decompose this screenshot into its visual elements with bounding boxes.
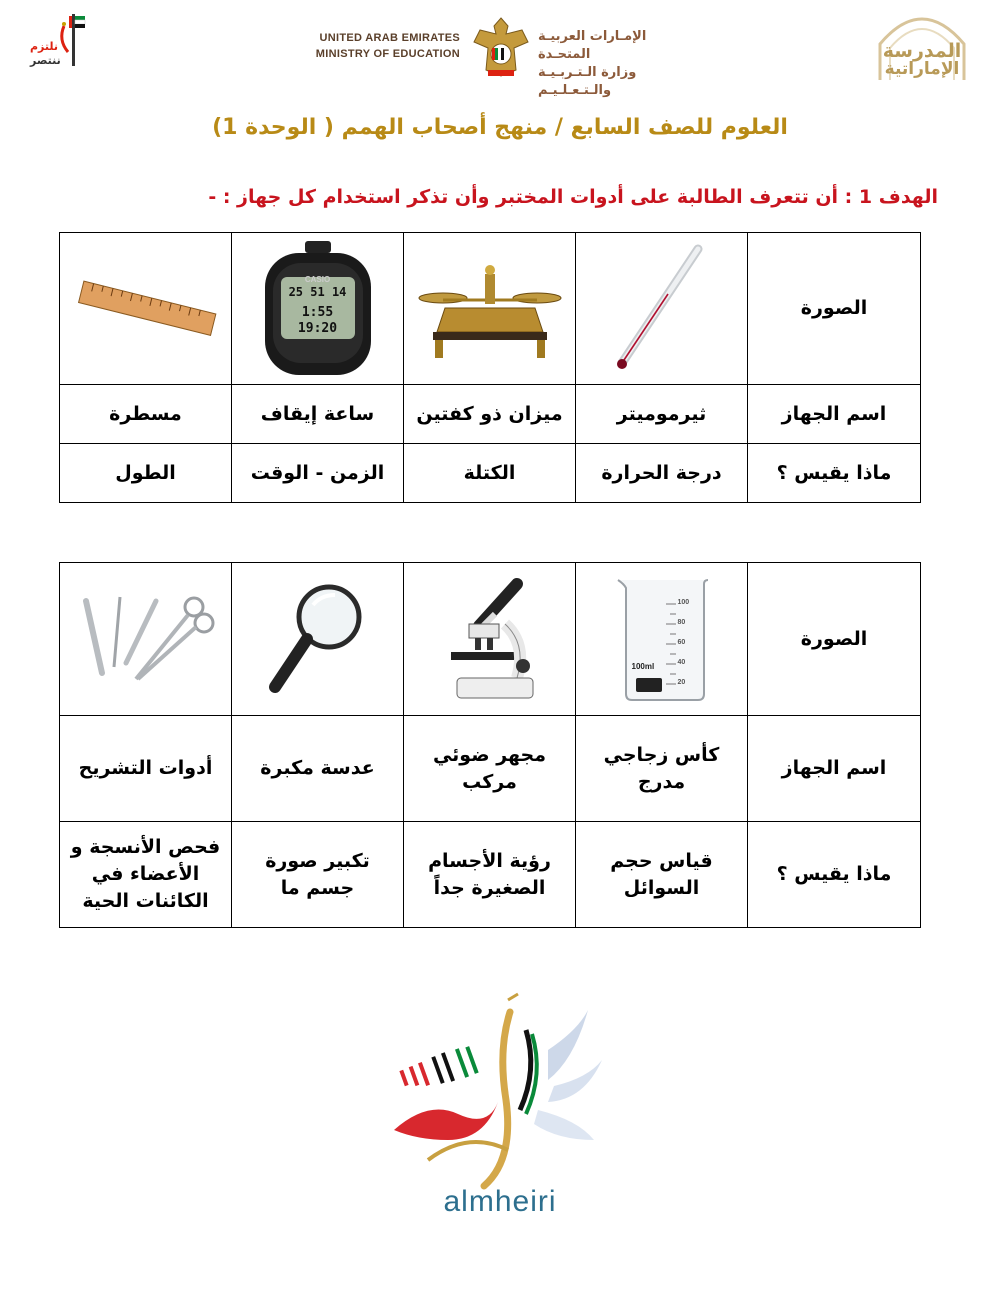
microscope-icon [435,574,545,704]
measure-cell: الطول [60,444,232,503]
table-row-images [60,233,921,385]
beaker-mark-20: 20 [677,679,686,686]
beaker-mark-80: 80 [677,619,686,626]
beaker-volume-label: 100ml [631,662,655,671]
magnifier-image-cell [232,563,404,716]
school-logo [872,4,972,82]
row-label-measure: ماذا يقيس ؟ [748,444,921,503]
brand-name: almheiri [443,1185,557,1218]
table-row-measures [60,444,921,503]
measure-cell: الزمن - الوقت [232,444,404,503]
page-title: العلوم للصف السابع / منهج أصحاب الهمم ( الوحدة 1) [212,115,788,140]
dissection-tools-icon [76,589,216,689]
row-label-image: الصورة [748,563,921,716]
name-cell: كأس زجاجي مدرج [576,716,748,822]
row-label-name: اسم الجهاز [748,716,921,822]
almheiri-logo [388,990,612,1220]
beaker-image-cell [576,563,748,716]
stopwatch-display-bottom: 1:55 19:20 [297,304,338,336]
balance-image-cell [404,233,576,385]
beaker-icon [612,574,712,704]
ministry-en-line1: UNITED ARAB EMIRATES [319,32,460,44]
balance-scale-icon [415,254,565,364]
calligraphy-logo-icon [388,990,612,1190]
name-cell: مسطرة [60,385,232,444]
stopwatch [259,239,377,379]
school-logo-line1: المدرسة [882,40,962,62]
beaker-mark-40: 40 [677,659,686,666]
magnifying-glass-icon [263,579,373,699]
name-cell: عدسة مكبرة [232,716,404,822]
name-cell: ساعة إيقاف [232,385,404,444]
ruler-image-cell [60,233,232,385]
measure-cell: رؤية الأجسام الصغيرة جداً [404,822,576,928]
ministry-ar-line2: وزارة الـتـربـيـة والـتـعـلـيـم [538,65,637,98]
left-logo [28,12,88,72]
measure-cell: الكتلة [404,444,576,503]
row-label-image: الصورة [748,233,921,385]
dissection-image-cell [60,563,232,716]
school-logo-line2: الإماراتية [884,59,960,79]
table-row-measures [60,822,921,928]
name-cell: أدوات التشريح [60,716,232,822]
stopwatch-brand: CASIO [304,274,331,284]
row-label-name: اسم الجهاز [748,385,921,444]
beaker [612,574,712,704]
table-row-names [60,716,921,822]
ministry-en-line2: MINISTRY OF EDUCATION [315,48,460,60]
name-cell: مجهر ضوئي مركب [404,716,576,822]
instruments-table-1 [59,232,921,503]
left-logo-text-1: نلتزم [30,40,59,53]
uae-emblem [470,14,532,80]
measure-cell: قياس حجم السوائل [576,822,748,928]
row-label-measure: ماذا يقيس ؟ [748,822,921,928]
table-row-images [60,563,921,716]
table-row-names [60,385,921,444]
stopwatch-image-cell [232,233,404,385]
ministry-ar-line1: الإمـارات العربيـة المتحـدة [538,29,647,62]
instruments-table-2 [59,562,921,928]
ministry-arabic [538,28,698,100]
falcon-emblem-icon [470,14,532,80]
stopwatch-display-top: 14 51 25 [288,284,347,299]
name-cell: ميزان ذو كفتين [404,385,576,444]
ruler-icon [71,269,221,349]
measure-cell: درجة الحرارة [576,444,748,503]
left-logo-text-2: ننتصر [30,54,61,67]
measure-cell: تكبير صورة جسم ما [232,822,404,928]
ministry-english [300,30,460,62]
thermometer-image-cell [576,233,748,385]
thermometer-icon [602,239,722,379]
beaker-mark-60: 60 [677,639,686,646]
name-cell: ثيرموميتر [576,385,748,444]
measure-cell: فحص الأنسجة و الأعضاء في الكائنات الحية [60,822,232,928]
beaker-mark-100: 100 [677,599,690,606]
goal-statement: الهدف 1 : أن تتعرف الطالبة على أدوات المختبر وأن تذكر استخدام كل جهاز : - [208,186,938,208]
microscope-image-cell [404,563,576,716]
